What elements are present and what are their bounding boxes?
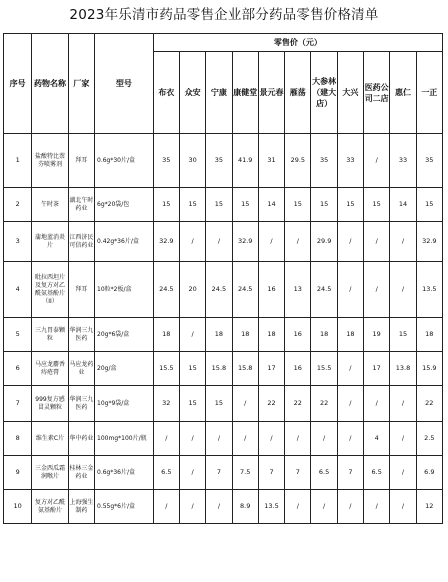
price-cell: /	[258, 422, 284, 456]
drug-name-cell: 午时茶	[32, 188, 68, 222]
price-cell: /	[153, 422, 179, 456]
price-cell: /	[285, 222, 311, 262]
store-header: 大参林（建大店）	[311, 52, 337, 134]
price-cell: 18	[337, 318, 363, 352]
price-cell: 13	[285, 262, 311, 318]
price-cell: 18	[416, 318, 442, 352]
spec-cell: 0.6g*30片/盒	[95, 134, 154, 188]
price-cell: /	[179, 456, 205, 490]
table-row	[4, 422, 443, 456]
price-cell: /	[364, 262, 390, 318]
price-cell: 17	[258, 352, 284, 386]
price-cell: /	[337, 352, 363, 386]
drug-name-cell: 蒲地蓝消炎片	[32, 222, 68, 262]
price-cell: 16	[285, 318, 311, 352]
spec-cell: 0.6g*36片/盒	[95, 456, 154, 490]
price-cell: /	[364, 386, 390, 422]
seq-cell: 5	[4, 318, 32, 352]
price-cell: 18	[232, 318, 258, 352]
price-cell: /	[285, 490, 311, 524]
price-cell: 7	[285, 456, 311, 490]
price-cell: 41.9	[232, 134, 258, 188]
price-cell: /	[390, 262, 416, 318]
price-cell: 15	[206, 188, 232, 222]
price-cell: /	[311, 490, 337, 524]
price-cell: 35	[153, 134, 179, 188]
table-row	[4, 134, 443, 188]
price-cell: /	[206, 490, 232, 524]
price-cell: 33	[390, 134, 416, 188]
price-cell: /	[390, 490, 416, 524]
price-cell: /	[232, 386, 258, 422]
seq-cell: 9	[4, 456, 32, 490]
price-cell: 14	[390, 188, 416, 222]
price-cell: 15	[337, 188, 363, 222]
price-cell: 32.9	[232, 222, 258, 262]
drug-name-cell: 999复方感冒灵颗粒	[32, 386, 68, 422]
price-cell: 24.5	[206, 262, 232, 318]
store-header: 景元春	[258, 52, 284, 134]
seq-cell: 2	[4, 188, 32, 222]
price-cell: /	[179, 490, 205, 524]
price-cell: /	[311, 422, 337, 456]
price-cell: 30	[179, 134, 205, 188]
table-row	[4, 456, 443, 490]
price-cell: 33	[337, 134, 363, 188]
price-cell: 13.8	[390, 352, 416, 386]
spec-cell: 20g/盒	[95, 352, 154, 386]
drug-name-cell: 三九胃泰颗粒	[32, 318, 68, 352]
price-cell: 15	[285, 188, 311, 222]
price-table	[3, 33, 443, 524]
manufacturer-cell: 湖北午时药业	[68, 188, 94, 222]
price-cell: 16	[258, 262, 284, 318]
price-cell: 15.9	[416, 352, 442, 386]
col-header-price-group: 零售价（元）	[153, 34, 442, 52]
spec-cell: 10粒*2板/盒	[95, 262, 154, 318]
price-cell: 22	[416, 386, 442, 422]
price-cell: 15.5	[311, 352, 337, 386]
price-cell: 7	[206, 456, 232, 490]
price-cell: 29.9	[311, 222, 337, 262]
price-cell: /	[179, 318, 205, 352]
price-cell: 16	[285, 352, 311, 386]
page-title: 2023年乐清市药品零售企业部分药品零售价格清单	[69, 7, 379, 23]
price-cell: 15	[232, 188, 258, 222]
price-cell: 15.5	[153, 352, 179, 386]
seq-cell: 6	[4, 352, 32, 386]
col-header-spec: 型号	[95, 34, 154, 134]
price-cell: 15.8	[232, 352, 258, 386]
spec-cell: 0.55g*6片/盒	[95, 490, 154, 524]
manufacturer-cell: 江西济民可信药业	[68, 222, 94, 262]
price-cell: 15	[311, 188, 337, 222]
price-cell: /	[179, 422, 205, 456]
price-cell: /	[364, 222, 390, 262]
seq-cell: 8	[4, 422, 32, 456]
price-cell: /	[337, 262, 363, 318]
price-cell: 24.5	[311, 262, 337, 318]
manufacturer-cell: 拜耳	[68, 262, 94, 318]
store-header: 众安	[179, 52, 205, 134]
price-cell: 35	[206, 134, 232, 188]
price-cell: 22	[311, 386, 337, 422]
spec-cell: 10g*9袋/盒	[95, 386, 154, 422]
price-cell: 35	[311, 134, 337, 188]
price-cell: 18	[153, 318, 179, 352]
price-cell: 6.5	[153, 456, 179, 490]
price-cell: 32.9	[416, 222, 442, 262]
price-cell: /	[206, 222, 232, 262]
table-row	[4, 386, 443, 422]
price-cell: 14	[258, 188, 284, 222]
store-header: 一正	[416, 52, 442, 134]
store-header: 康健堂	[232, 52, 258, 134]
drug-name-cell: 盐酸特比萘芬喷雾剂	[32, 134, 68, 188]
price-cell: /	[232, 422, 258, 456]
table-row	[4, 262, 443, 318]
spec-cell: 0.42g*36片/盒	[95, 222, 154, 262]
price-cell: 15	[206, 386, 232, 422]
store-header: 雁荡	[285, 52, 311, 134]
store-header: 医药公司二店	[364, 52, 390, 134]
price-cell: 18	[206, 318, 232, 352]
table-row	[4, 490, 443, 524]
table-row	[4, 188, 443, 222]
store-header: 宁康	[206, 52, 232, 134]
price-cell: 18	[311, 318, 337, 352]
price-cell: 32	[153, 386, 179, 422]
header-row-1	[4, 34, 443, 52]
price-cell: 6.5	[311, 456, 337, 490]
price-cell: /	[390, 456, 416, 490]
price-cell: 15	[179, 188, 205, 222]
col-header-manufacturer: 厂家	[68, 34, 94, 134]
spec-cell: 20g*6袋/盒	[95, 318, 154, 352]
col-header-seq: 序号	[4, 34, 32, 134]
price-cell: 24.5	[232, 262, 258, 318]
price-cell: /	[364, 134, 390, 188]
drug-name-cell: 三金西瓜霜润喉片	[32, 456, 68, 490]
price-cell: /	[337, 222, 363, 262]
spec-cell: 6g*20袋/包	[95, 188, 154, 222]
manufacturer-cell: 马应龙药业	[68, 352, 94, 386]
price-cell: 8.9	[232, 490, 258, 524]
drug-name-cell: 维生素C片	[32, 422, 68, 456]
price-cell: /	[390, 386, 416, 422]
seq-cell: 10	[4, 490, 32, 524]
price-cell: 20	[179, 262, 205, 318]
price-cell: 7	[337, 456, 363, 490]
price-cell: 15	[179, 386, 205, 422]
price-cell: 35	[416, 134, 442, 188]
price-cell: /	[337, 386, 363, 422]
price-cell: 15	[390, 318, 416, 352]
price-cell: /	[258, 222, 284, 262]
table-row	[4, 352, 443, 386]
price-cell: 13.5	[258, 490, 284, 524]
price-cell: 7.5	[232, 456, 258, 490]
price-cell: 15	[153, 188, 179, 222]
seq-cell: 4	[4, 262, 32, 318]
price-cell: /	[285, 422, 311, 456]
price-cell: 15	[179, 352, 205, 386]
table-row	[4, 222, 443, 262]
price-cell: /	[153, 490, 179, 524]
price-cell: 32.9	[153, 222, 179, 262]
store-header: 惠仁	[390, 52, 416, 134]
price-cell: /	[179, 222, 205, 262]
price-cell: 6.9	[416, 456, 442, 490]
price-cell: /	[390, 222, 416, 262]
price-cell: 15	[416, 188, 442, 222]
price-cell: /	[364, 490, 390, 524]
price-cell: /	[390, 422, 416, 456]
price-cell: 15.8	[206, 352, 232, 386]
seq-cell: 1	[4, 134, 32, 188]
price-cell: 31	[258, 134, 284, 188]
price-cell: 22	[285, 386, 311, 422]
drug-name-cell: 马应龙麝香痔疮膏	[32, 352, 68, 386]
manufacturer-cell: 上海强生制药	[68, 490, 94, 524]
price-cell: 22	[258, 386, 284, 422]
drug-name-cell: 复方对乙酰氨基酚片	[32, 490, 68, 524]
store-header: 大兴	[337, 52, 363, 134]
price-cell: 7	[258, 456, 284, 490]
manufacturer-cell: 桂林三金药业	[68, 456, 94, 490]
price-cell: 13.5	[416, 262, 442, 318]
price-cell: 24.5	[153, 262, 179, 318]
price-cell: 6.5	[364, 456, 390, 490]
price-cell: 29.5	[285, 134, 311, 188]
price-cell: 18	[258, 318, 284, 352]
drug-name-cell: 吡拉西坦片及复方对乙酰氨基酚片（II）	[32, 262, 68, 318]
seq-cell: 7	[4, 386, 32, 422]
price-cell: 2.5	[416, 422, 442, 456]
price-cell: 15	[364, 188, 390, 222]
price-cell: /	[337, 490, 363, 524]
manufacturer-cell: 华中药业	[68, 422, 94, 456]
seq-cell: 3	[4, 222, 32, 262]
manufacturer-cell: 华润三九医药	[68, 318, 94, 352]
manufacturer-cell: 华润三九医药	[68, 386, 94, 422]
price-cell: /	[206, 422, 232, 456]
price-cell: 4	[364, 422, 390, 456]
spec-cell: 100mg*100片/瓶	[95, 422, 154, 456]
manufacturer-cell: 拜耳	[68, 134, 94, 188]
price-cell: 19	[364, 318, 390, 352]
col-header-name: 药物名称	[32, 34, 68, 134]
table-row	[4, 318, 443, 352]
store-header: 布衣	[153, 52, 179, 134]
price-cell: /	[337, 422, 363, 456]
price-cell: 12	[416, 490, 442, 524]
price-cell: 17	[364, 352, 390, 386]
